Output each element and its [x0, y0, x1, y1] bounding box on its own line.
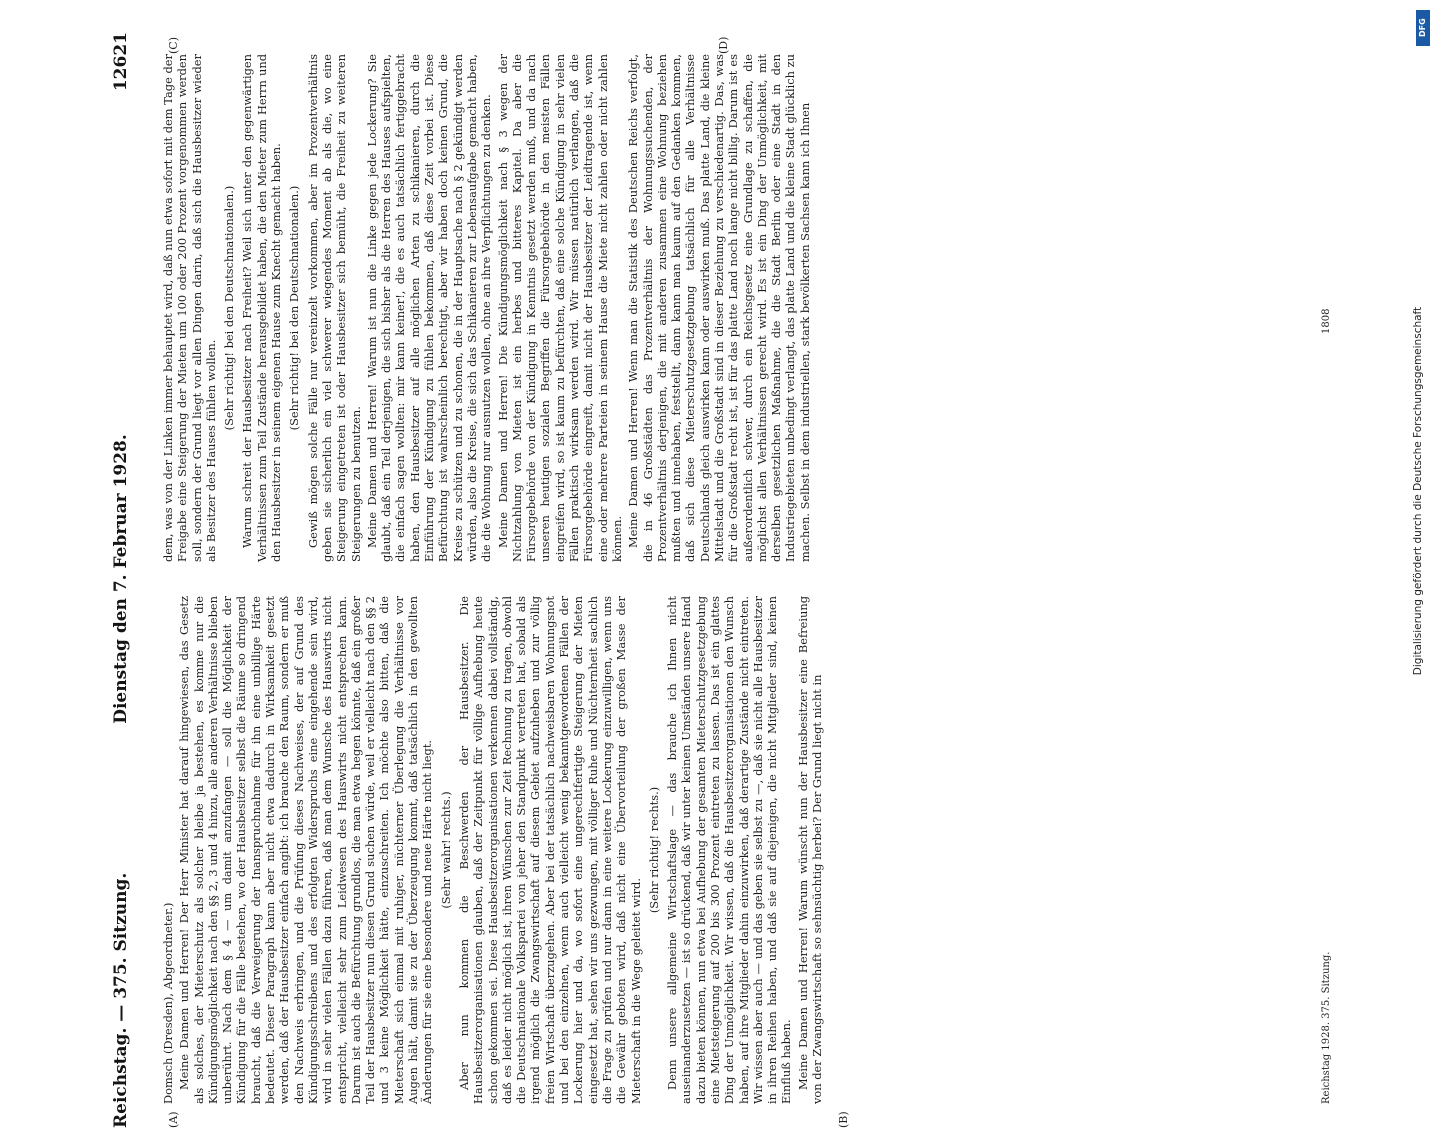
header-date: Dienstag den 7. Februar 1928. — [111, 434, 131, 724]
footer-number: 1808 — [1321, 308, 1332, 334]
paragraph: Meine Damen und Herren! Warum wünscht nun der Hausbesitzer eine Befreiung von der Zwangswirtschaft so sehnsüchtig herbei? Der Grund liegt nicht in — [795, 596, 825, 1104]
dfg-logo: DFG — [1416, 10, 1430, 46]
paragraph: Gewiß mögen solche Fälle nur vereinzelt vorkommen, aber im Prozentverhältnis geben sie sicherlich ein viel schwerer wiegendes Moment ab als die, wo eine Steigerung eingetreten ist oder Hausbesitzer sich bemüht, die Freiheit zu weiteren Steigerungen zu benutzen. — [305, 54, 363, 562]
speaker-line: Domsch (Dresden), Abgeordneter.) — [161, 902, 175, 1104]
interjection: (Sehr richtig! rechts.) — [646, 786, 661, 914]
page-header — [111, 24, 137, 1134]
margin-marker-c: (C) — [167, 37, 180, 54]
margin-marker-a: (A) — [167, 1111, 180, 1128]
interjection: (Sehr wahr! rechts.) — [438, 791, 453, 909]
paragraph: Meine Damen und Herren! Warum ist nun die Linke gegen jede Lockerung? Sie glaubt, daß ein Teil derjenigen, die sich bisher als die Herren des Hauses aufspielten, die einfach sagen wollten: mir kann keiner!, die es auch tatsächlich fertiggebracht haben, den Hausbesitzer auf alle möglichen Arten zu schikanieren, durch die Einführung der Kündigung zu fühlen bekommen, daß diese Zeit vorbei ist. Diese Befürchtung ist wahrscheinlich berechtigt, aber wir haben doch keinen Grund, die Kreise zu schützen und zu schonen, die in der Hauptsache nach § 2 gekündigt werden würden, also die Kreise, die sich das Schikanieren zur Lebensaufgabe gemacht haben, die die Wohnung nur ausnutzen wollen, ohne an ihre Verpflichtungen zu denken. — [364, 54, 494, 562]
paragraph: Warum schreit der Hausbesitzer nach Freiheit? Weil sich unter den gegenwärtigen Verhältnissen zum Teil Zustände herausgebildet haben, die den Mieter zum Herrn und den Hausbesitzer in seinem eigenen Hause zum Knecht gemacht haben. — [240, 54, 284, 562]
header-session: Reichstag. — 375. Sitzung. — [111, 872, 131, 1128]
margin-marker-b: (B) — [837, 1111, 850, 1128]
text-column-left — [161, 596, 826, 1104]
text-column-right — [161, 54, 814, 562]
paragraph: Aber nun kommen die Beschwerden der Hausbesitzer. Die Hausbesitzerorganisationen glauben, daß der Zeitpunkt für völlige Aufhebung heute schon gekommen sei. Diese Hausbesitzerorganisationen verkennen dabei vollständig, daß es leider nicht möglich ist, ihren Wünschen zur Zeit Rechnung zu tragen, obwohl die Deutschnationale Volkspartei von jeher den Standpunkt vertreten hat, sobald als irgend möglich die Zwangswirtschaft auf diesem Gebiet aufzuheben und zur völlig freien Wirtschaft überzugehen. Aber bei der tatsächlich nachweisbaren Wohnungsnot und bei den einzelnen, wenn auch vielleicht wenig bekanntgewordenen Fällen der Lockerung hier und da, wo sofort eine ungerechtfertigte Steigerung der Mieten eingesetzt hat, sehen wir uns gezwungen, mit völliger Ruhe und Nüchternheit sachlich die Frage zu prüfen und nur dann in eine weitere Lockerung einzuwilligen, wenn uns die Gewähr geboten wird, daß nicht eine Übervorteilung der großen Masse der Mieterschaft in die Wege geleitet wird. — [456, 596, 643, 1104]
margin-marker-d: (D) — [717, 36, 730, 54]
paragraph: Denn unsere allgemeine Wirtschaftslage — das brauche ich Ihnen nicht auseinanderzusetzen — ist so drückend, daß wir unter keinen Umständen unsere Hand dazu bieten können, nun etwa bei Aufhebung der gesamten Mieterschutzgesetzgebung eine Mietsteigerung auf 200 bis 300 Prozent eintreten zu lassen. Das ist ein glattes Ding der Unmöglichkeit. Wir wissen, daß die Hausbesitzerorganisationen den Wunsch haben, auf ihre Mitglieder dahin einzuwirken, daß derartige Zustände nicht eintreten. Wir wissen aber auch — und das geben sie selbst zu —, daß sie nicht alle Hausbesitzer in ihren Reihen haben, und daß sie auf diejenigen, die nicht Mitglieder sind, keinen Einfluß haben. — [665, 596, 794, 1104]
paragraph: Meine Damen und Herren! Der Herr Minister hat darauf hingewiesen, das Gesetz als solches, der Mieterschutz als solcher bleibe ja bestehen, es komme nur die Kündigungsmöglichkeit nach den §§ 2, 3 und 4 hinzu, alle anderen Verhältnisse blieben unberührt. Nach dem § 4 — um damit anzufangen — soll die Möglichkeit der Kündigung für die Fälle bestehen, wo der Hausbesitzer selbst die Räume so dringend braucht, daß die Verweigerung der Inanspruchnahme für ihn eine unbillige Härte bedeutet. Dieser Paragraph kann aber nicht etwa dadurch in Wirksamkeit gesetzt werden, daß der Hausbesitzer einfach angibt: ich brauche den Raum, sondern er muß den Nachweis erbringen, und die Prüfung dieses Nachweises, der auf Grund des Kündigungsschreibens und des erfolgten Widerspruchs eine eingehende sein wird, wird in sehr vielen Fällen dazu führen, daß man dem Wunsche des Hauswirts nicht entspricht, vielleicht sehr zum Leidwesen des Hauswirts nicht entsprechen kann. Darum ist auch die Befürchtung grundlos, die man etwa hegen könnte, daß ein großer Teil der Hausbesitzer nun diesen Grund suchen würde, weil er vielleicht nach den §§ 2 und 3 keine Möglichkeit hätte, einzuschreiten. Ich möchte also bitten, daß die Mieterschaft sich einmal mit ruhiger, nüchterner Überlegung die Verhältnisse vor Augen hält, damit sie zu der Überzeugung kommt, daß tatsächlich in den gewollten Änderungen für sie eine besondere und neue Härte nicht liegt. — [177, 596, 435, 1104]
paragraph: dem, was von der Linken immer behauptet wird, daß nun etwa sofort mit dem Tage der Freigabe eine Steigerung der Mieten um 100 oder 200 Prozent vorgenommen werden soll, sondern der Grund liegt vor allen Dingen darin, daß sich die Hausbesitzer wieder als Besitzer des Hauses fühlen wollen. — [161, 54, 218, 562]
paragraph: Meine Damen und Herren! Wenn man die Statistik des Deutschen Reichs verfolgt, die in 46 Großstädten das Prozentverhältnis der Wohnungssuchenden, der Prozentverhältnis derjenigen, die mit anderen zusammen eine Wohnung beziehen mußten und innehaben, feststellt, dann kann man kaum auf den Gedanken kommen, daß sich diese Mieterschutzgesetzgebung tatsächlich für alle Verhältnisse Deutschlands gleich auswirken kann oder auswirken muß. Das platte Land, die kleine Mittelstadt und die Großstadt sind in dieser Beziehung zu verschiedenartig. Das, was für die Großstadt recht ist, ist für das platte Land noch lange nicht billig. Darum ist es außerordentlich schwer, durch ein Reichsgesetz eine Grundlage zu schaffen, die möglichst allen Verhältnissen gerecht wird. Es ist ein Ding der Unmöglichkeit, mit derselben gesetzlichen Maßnahme, die die Stadt Berlin oder eine Stadt in den Industriegebieten unbedingt verlangt, das platte Land und die kleine Stadt glücklich zu machen. Selbst in dem industriellen, stark bevölkerten Sachsen kann ich Ihnen — [626, 54, 812, 562]
rotated-page — [77, 24, 1357, 1134]
footer-session: Reichstag 1928. 375. Sitzung. — [1321, 951, 1332, 1104]
page-number: 12621 — [111, 32, 131, 92]
digitization-credit — [1408, 10, 1430, 990]
interjection: (Sehr richtig! bei den Deutschnationalen.) — [222, 185, 237, 431]
digitization-credit-text: Digitalisierung gefördert durch die Deutsche Forschungsgemeinschaft — [1412, 306, 1424, 676]
paragraph: Meine Damen und Herren! Die Kündigungsmöglichkeit nach § 3 wegen der Nichtzahlung von Mieten ist ein herbes und bitteres Kapitel. Da aber die Fürsorgebehörde von der Kündigung in Kenntnis gesetzt werden muß, und da nach unseren heutigen sozialen Begriffen die Fürsorgebehörde in den meisten Fällen eingreifen wird, so ist kaum zu befürchten, daß eine solche Kündigung in sehr vielen Fällen praktisch wirksam werden wird. Wir müssen natürlich verlangen, daß die Fürsorgebehörde eingreift, damit nicht der Hausbesitzer der Leidtragende ist, wenn eine oder mehrere Parteien in seinem Hause die Miete nicht zahlen oder nicht zahlen können. — [495, 54, 624, 562]
interjection: (Sehr richtig! bei den Deutschnationalen.) — [287, 185, 302, 431]
